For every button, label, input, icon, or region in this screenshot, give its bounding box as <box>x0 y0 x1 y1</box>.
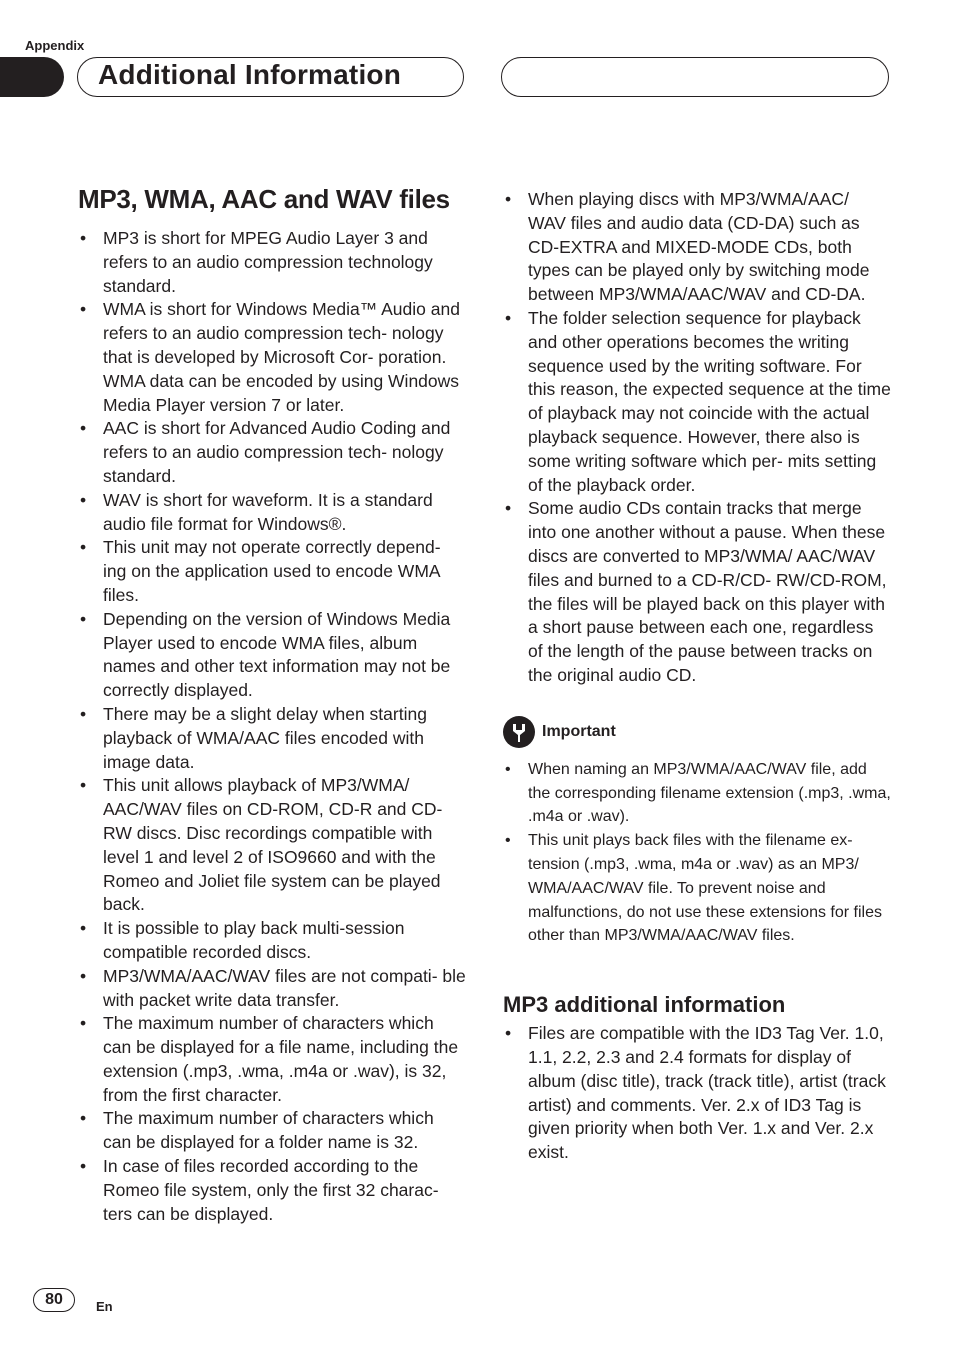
list-item: • This unit may not operate correctly depend- ing on the application used to encode WMA files. <box>80 537 441 605</box>
important-icon <box>503 716 535 748</box>
header-empty-box <box>501 57 889 97</box>
important-label: Important <box>542 722 616 740</box>
left-column <box>78 227 466 1226</box>
list-item: • This unit plays back files with the filename ex- tension (.mp3, .wma, m4a or .wav) as an MP3/ WMA/AAC/WAV file. To prevent noise and malfunctions, do not use these extensions for files other than MP3/WMA/AAC/WAV files. <box>505 832 882 945</box>
section-label: Appendix <box>25 38 85 53</box>
list-item: • The maximum number of characters which can be displayed for a file name, including the extension (.mp3, .wma, .m4a or .wav), is 32, from the first character. <box>80 1013 459 1105</box>
page-number: 80 <box>33 1288 75 1312</box>
header-title: Additional Information <box>98 59 402 90</box>
list-item: • There may be a slight delay when starting playback of WMA/AAC files encoded with image data. <box>80 703 427 772</box>
right-bullet-list <box>503 188 891 688</box>
list-item: • The folder selection sequence for playback and other operations becomes the writing sequence used by the writing software. For this reason, the expected sequence at the time of playback may not coincide with the actual playback sequence. However, there also is some writing software which per- mits setting of the playback order. <box>505 307 891 495</box>
list-item: • WMA is short for Windows Media™ Audio and refers to an audio compression tech- nology that is developed by Microsoft Cor- poration. WMA data can be encoded by using Windows Media Player version 7 or later. <box>80 299 460 415</box>
list-item: • In case of files recorded according to the Romeo file system, only the first 32 charac- ters can be displayed. <box>80 1156 439 1224</box>
header-title-box <box>77 57 464 97</box>
section-tab-marker <box>0 57 64 97</box>
list-item: • It is possible to play back multi-session compatible recorded discs. <box>80 918 405 962</box>
page-title: MP3, WMA, AAC and WAV files <box>78 184 450 214</box>
mp3-info-heading: MP3 additional information <box>503 992 786 1018</box>
important-bullet-list <box>503 758 891 948</box>
right-column <box>503 188 891 1165</box>
list-item: • When naming an MP3/WMA/AAC/WAV file, add the corresponding filename extension (.mp3, .wma, .m4a or .wav). <box>505 760 891 826</box>
list-item: • Some audio CDs contain tracks that merge into one another without a pause. When these discs are converted to MP3/WMA/ AAC/WAV files and burned to a CD-R/CD- RW/CD-ROM, the files will be played back on this player with a short pause between each one, regardless of the length of the pause between tracks on the original audio CD. <box>505 498 887 685</box>
list-item: • MP3 is short for MPEG Audio Layer 3 and refers to an audio compression technology standard. <box>80 228 433 296</box>
list-item: • Depending on the version of Windows Media Player used to encode WMA files, album names and other text information may not be correctly displayed. <box>80 608 451 701</box>
mp3-info-bullet-list <box>503 1022 891 1165</box>
list-item: • WAV is short for waveform. It is a standard audio file format for Windows®. <box>80 489 433 534</box>
list-item: • The maximum number of characters which can be displayed for a folder name is 32. <box>80 1108 434 1153</box>
list-item: • MP3/WMA/AAC/WAV files are not compati- ble with packet write data transfer. <box>80 965 466 1010</box>
left-bullet-list <box>78 227 466 1226</box>
language-label: En <box>96 1299 113 1314</box>
list-item: • Files are compatible with the ID3 Tag Ver. 1.0, 1.1, 2.2, 2.3 and 2.4 formats for display of album (disc title), track (track title), artist (track artist) and comments. Ver. 2.x of ID3 Tag is given priority when both Ver. 1.x and Ver. 2.x exist. <box>505 1023 886 1163</box>
list-item: • AAC is short for Advanced Audio Coding and refers to an audio compression tech- nology standard. <box>80 418 451 486</box>
important-note-header <box>503 716 891 748</box>
list-item: • This unit allows playback of MP3/WMA/ AAC/WAV files on CD-ROM, CD-R and CD- RW discs. Disc recordings compatible with level 1 and level 2 of ISO9660 and with the Romeo and Joliet file system can be played back. <box>80 775 443 915</box>
list-item: • When playing discs with MP3/WMA/AAC/ WAV files and audio data (CD-DA) such as CD-EXTRA and MIXED-MODE CDs, both types can be played only by switching mode between MP3/WMA/AAC/WAV and CD-DA. <box>505 189 870 305</box>
